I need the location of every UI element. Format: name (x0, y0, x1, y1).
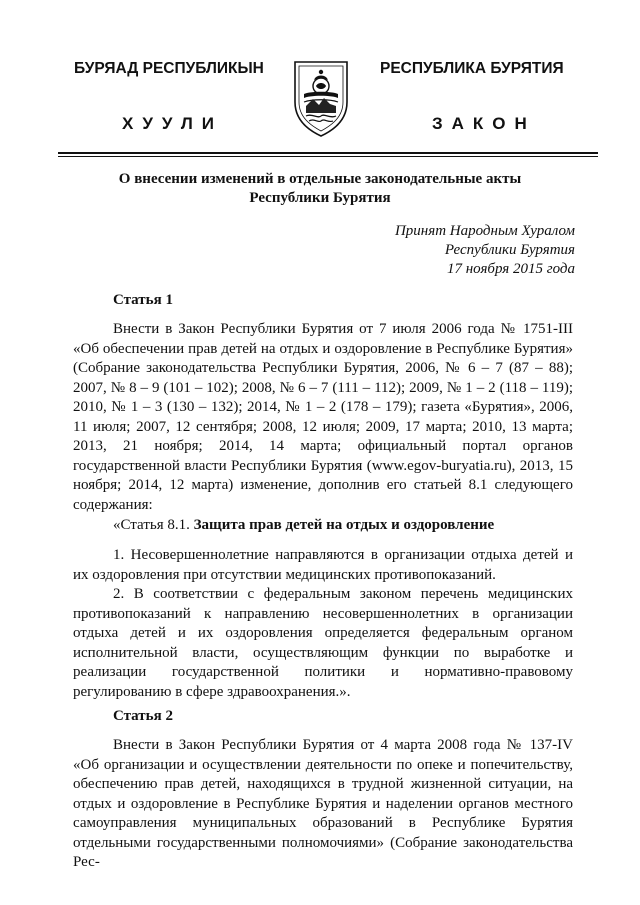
header-title-buryat: БУРЯАД РЕСПУБЛИКЫН (74, 60, 264, 77)
article-1-text: Внести в Закон Республики Бурятия от 7 июля 2006 года № 1751-III «Об обеспечении прав детей на отдых и оздоровление в Республике Бурятия» (Собрание законодательства Республики Бурятия, 2006, № 6 – 7 (87 – 88); 2007, № 8 – 9 (101 – 102); 2008, № 6 – 7 (111 – 112); 2009, № 1 – 2 (118 – 119); 2010, № 1 – 3 (130 – 132); 2014, № 1 – 2 (178 – 179); газета «Бурятия», 2006, 11 июля; 2007, 12 сентября; 2008, 12 июля; 2009, 17 марта; 2010, 13 марта; 2013, 21 ноября; 2014, 14 марта; официальный портал органов государственной власти Республики Бурятия (www.egov-buryatia.ru), 2013, 15 ноября; 2014, 12 марта) изменение, дополнив его статьей 8.1 следующего содержания: (73, 321, 573, 513)
article-2-heading: Статья 2 (113, 708, 173, 724)
law-title (80, 170, 560, 208)
article-8-1-point-2: 2. В соответствии с федеральным законом перечень медицинских противопоказаний к направлению несовершеннолетних в организации отдыха детей и их оздоровления определяется федеральным органом исполнительной власти, осуществляющим функции по выработке и реализации государственной политики и нормативно-правовому регулированию в сфере здравоохранения.». (73, 586, 573, 700)
new-article-prefix: «Статья 8.1. (113, 517, 190, 533)
header-divider-thick (58, 152, 598, 154)
new-article-8-1-heading (73, 516, 573, 536)
adoption-date: 17 ноября 2015 года (446, 261, 575, 277)
document-kind-buryat: ХУУЛИ (122, 114, 223, 133)
law-title-line-2: Республики Бурятия (249, 190, 391, 206)
law-title-line-1: О внесении изменений в отдельные законодательные акты (118, 171, 522, 187)
document-kind-russian: ЗАКОН (432, 114, 536, 133)
header-divider-thin (58, 156, 598, 157)
header-title-russian: РЕСПУБЛИКА БУРЯТИЯ (380, 60, 564, 77)
new-article-title: Защита прав детей на отдых и оздоровление (193, 517, 495, 533)
article-8-1-point-1: 1. Несовершеннолетние направляются в организации отдыха детей и их оздоровления при отсутствии медицинских противопоказаний. (73, 547, 573, 583)
adoption-note (395, 222, 575, 279)
adoption-note-line-1: Принят Народным Хуралом (394, 223, 575, 239)
article-1-heading: Статья 1 (113, 292, 173, 308)
adoption-note-line-2: Республики Бурятия (444, 242, 575, 258)
article-2-text: Внести в Закон Республики Бурятия от 4 марта 2008 года № 137-IV «Об организации и осуществлении деятельности по опеке и попечительству, обеспечению прав детей, находящихся в трудной жизненной ситуации, на отдых и оздоровление в Республике Бурятия и наделении органов местного самоуправления муниципальных образований в Республике Бурятия отдельными государственными полномочиями» (Собрание законодательства Рес- (73, 737, 573, 870)
coat-of-arms-of-buryatia-icon (290, 58, 352, 138)
